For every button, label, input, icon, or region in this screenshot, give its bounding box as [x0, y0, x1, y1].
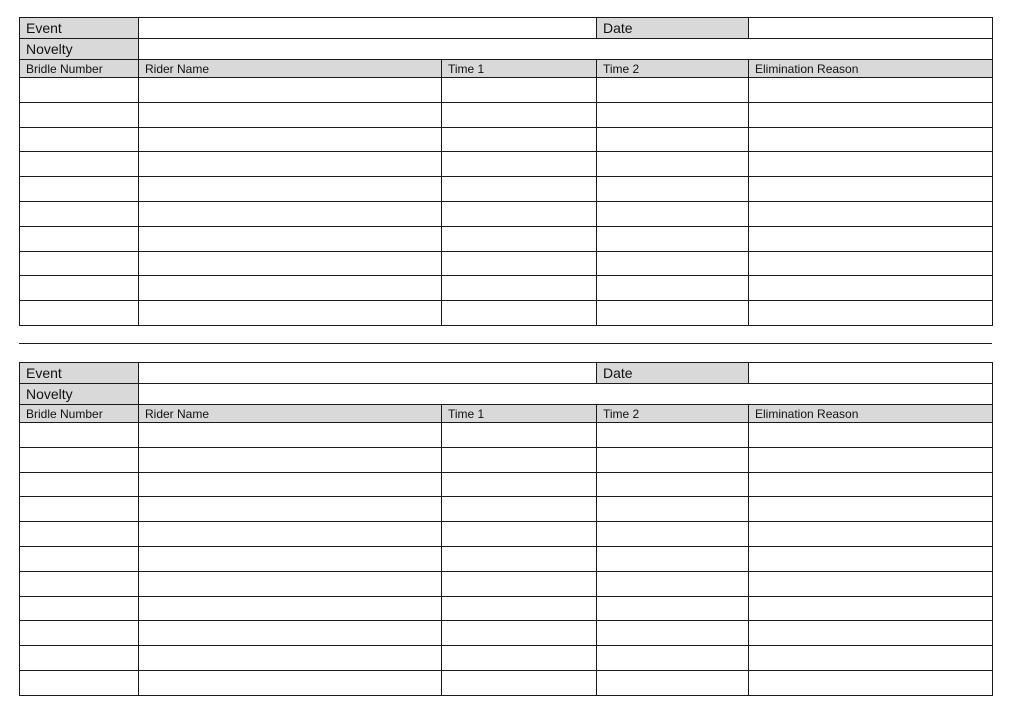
header-rider-name: Rider Name	[139, 60, 442, 78]
bridle-number-cell[interactable]	[20, 423, 139, 448]
rider-name-cell[interactable]	[139, 670, 442, 695]
table-row	[20, 472, 993, 497]
score-sheet-1	[19, 17, 993, 326]
event-label: Event	[20, 18, 139, 39]
time-1-cell[interactable]	[442, 596, 597, 621]
bridle-number-cell[interactable]	[20, 152, 139, 177]
elimination-reason-cell[interactable]	[749, 497, 993, 522]
table-row	[20, 276, 993, 301]
elimination-reason-cell[interactable]	[749, 201, 993, 226]
date-label: Date	[597, 363, 749, 384]
table-row	[20, 596, 993, 621]
header-time-2: Time 2	[597, 405, 749, 423]
time-1-cell[interactable]	[442, 226, 597, 251]
time-2-cell[interactable]	[597, 522, 749, 547]
rider-name-cell[interactable]	[139, 102, 442, 127]
elimination-reason-cell[interactable]	[749, 226, 993, 251]
table-row	[20, 571, 993, 596]
time-2-cell[interactable]	[597, 571, 749, 596]
rider-name-cell[interactable]	[139, 127, 442, 152]
table-row	[20, 127, 993, 152]
time-2-cell[interactable]	[597, 596, 749, 621]
table-row	[20, 522, 993, 547]
elimination-reason-cell[interactable]	[749, 423, 993, 448]
time-1-cell[interactable]	[442, 177, 597, 202]
time-1-cell[interactable]	[442, 201, 597, 226]
table-row	[20, 301, 993, 326]
elimination-reason-cell[interactable]	[749, 177, 993, 202]
bridle-number-cell[interactable]	[20, 621, 139, 646]
time-2-cell[interactable]	[597, 497, 749, 522]
event-field[interactable]	[139, 18, 597, 39]
rider-name-cell[interactable]	[139, 226, 442, 251]
novelty-label: Novelty	[20, 39, 139, 60]
elimination-reason-cell[interactable]	[749, 621, 993, 646]
table-row	[20, 497, 993, 522]
bridle-number-cell[interactable]	[20, 102, 139, 127]
table-row	[20, 226, 993, 251]
event-field[interactable]	[139, 363, 597, 384]
bridle-number-cell[interactable]	[20, 646, 139, 671]
table-row	[20, 78, 993, 103]
bridle-number-cell[interactable]	[20, 447, 139, 472]
elimination-reason-cell[interactable]	[749, 522, 993, 547]
event-label: Event	[20, 363, 139, 384]
time-1-cell[interactable]	[442, 621, 597, 646]
date-field[interactable]	[749, 363, 993, 384]
header-time-1: Time 1	[442, 405, 597, 423]
table-row	[20, 621, 993, 646]
bridle-number-cell[interactable]	[20, 571, 139, 596]
time-2-cell[interactable]	[597, 251, 749, 276]
bridle-number-cell[interactable]	[20, 177, 139, 202]
bridle-number-cell[interactable]	[20, 497, 139, 522]
rider-name-cell[interactable]	[139, 472, 442, 497]
time-2-cell[interactable]	[597, 472, 749, 497]
time-2-cell[interactable]	[597, 102, 749, 127]
rider-name-cell[interactable]	[139, 201, 442, 226]
rider-name-cell[interactable]	[139, 522, 442, 547]
table-row	[20, 670, 993, 695]
time-1-cell[interactable]	[442, 152, 597, 177]
elimination-reason-cell[interactable]	[749, 78, 993, 103]
rider-name-cell[interactable]	[139, 447, 442, 472]
rider-name-cell[interactable]	[139, 276, 442, 301]
rider-name-cell[interactable]	[139, 621, 442, 646]
table-row	[20, 646, 993, 671]
rider-name-cell[interactable]	[139, 301, 442, 326]
time-1-cell[interactable]	[442, 522, 597, 547]
table-row	[20, 251, 993, 276]
table-row	[20, 152, 993, 177]
elimination-reason-cell[interactable]	[749, 596, 993, 621]
sheet-divider	[19, 343, 992, 344]
bridle-number-cell[interactable]	[20, 472, 139, 497]
time-2-cell[interactable]	[597, 646, 749, 671]
bridle-number-cell[interactable]	[20, 127, 139, 152]
elimination-reason-cell[interactable]	[749, 301, 993, 326]
header-time-2: Time 2	[597, 60, 749, 78]
time-1-cell[interactable]	[442, 472, 597, 497]
elimination-reason-cell[interactable]	[749, 447, 993, 472]
time-1-cell[interactable]	[442, 127, 597, 152]
time-2-cell[interactable]	[597, 670, 749, 695]
bridle-number-cell[interactable]	[20, 276, 139, 301]
time-1-cell[interactable]	[442, 546, 597, 571]
header-rider-name: Rider Name	[139, 405, 442, 423]
rider-name-cell[interactable]	[139, 596, 442, 621]
date-field[interactable]	[749, 18, 993, 39]
rider-name-cell[interactable]	[139, 546, 442, 571]
bridle-number-cell[interactable]	[20, 546, 139, 571]
table-row	[20, 201, 993, 226]
time-2-cell[interactable]	[597, 152, 749, 177]
table-row	[20, 546, 993, 571]
novelty-field[interactable]	[139, 384, 993, 405]
bridle-number-cell[interactable]	[20, 596, 139, 621]
table-row	[20, 447, 993, 472]
time-1-cell[interactable]	[442, 670, 597, 695]
elimination-reason-cell[interactable]	[749, 472, 993, 497]
elimination-reason-cell[interactable]	[749, 102, 993, 127]
rider-name-cell[interactable]	[139, 251, 442, 276]
rider-name-cell[interactable]	[139, 78, 442, 103]
bridle-number-cell[interactable]	[20, 226, 139, 251]
elimination-reason-cell[interactable]	[749, 670, 993, 695]
bridle-number-cell[interactable]	[20, 78, 139, 103]
elimination-reason-cell[interactable]	[749, 152, 993, 177]
time-1-cell[interactable]	[442, 251, 597, 276]
time-1-cell[interactable]	[442, 646, 597, 671]
table-row	[20, 423, 993, 448]
bridle-number-cell[interactable]	[20, 522, 139, 547]
header-elimination-reason: Elimination Reason	[749, 405, 993, 423]
time-1-cell[interactable]	[442, 102, 597, 127]
date-label: Date	[597, 18, 749, 39]
header-bridle-number: Bridle Number	[20, 60, 139, 78]
rider-name-cell[interactable]	[139, 571, 442, 596]
header-bridle-number: Bridle Number	[20, 405, 139, 423]
elimination-reason-cell[interactable]	[749, 571, 993, 596]
novelty-label: Novelty	[20, 384, 139, 405]
bridle-number-cell[interactable]	[20, 251, 139, 276]
time-1-cell[interactable]	[442, 571, 597, 596]
novelty-field[interactable]	[139, 39, 993, 60]
rider-name-cell[interactable]	[139, 646, 442, 671]
time-2-cell[interactable]	[597, 276, 749, 301]
time-1-cell[interactable]	[442, 276, 597, 301]
time-2-cell[interactable]	[597, 226, 749, 251]
rider-name-cell[interactable]	[139, 152, 442, 177]
elimination-reason-cell[interactable]	[749, 646, 993, 671]
time-2-cell[interactable]	[597, 546, 749, 571]
time-1-cell[interactable]	[442, 497, 597, 522]
time-2-cell[interactable]	[597, 201, 749, 226]
time-1-cell[interactable]	[442, 78, 597, 103]
elimination-reason-cell[interactable]	[749, 546, 993, 571]
rider-name-cell[interactable]	[139, 497, 442, 522]
bridle-number-cell[interactable]	[20, 201, 139, 226]
time-2-cell[interactable]	[597, 621, 749, 646]
column-header-row	[20, 405, 993, 423]
table-row	[20, 102, 993, 127]
rider-name-cell[interactable]	[139, 423, 442, 448]
bridle-number-cell[interactable]	[20, 670, 139, 695]
header-elimination-reason: Elimination Reason	[749, 60, 993, 78]
time-2-cell[interactable]	[597, 78, 749, 103]
elimination-reason-cell[interactable]	[749, 276, 993, 301]
time-1-cell[interactable]	[442, 423, 597, 448]
elimination-reason-cell[interactable]	[749, 127, 993, 152]
time-2-cell[interactable]	[597, 127, 749, 152]
column-header-row	[20, 60, 993, 78]
score-sheet-2	[19, 362, 993, 696]
time-2-cell[interactable]	[597, 301, 749, 326]
header-time-1: Time 1	[442, 60, 597, 78]
time-2-cell[interactable]	[597, 423, 749, 448]
time-1-cell[interactable]	[442, 447, 597, 472]
elimination-reason-cell[interactable]	[749, 251, 993, 276]
rider-name-cell[interactable]	[139, 177, 442, 202]
table-row	[20, 177, 993, 202]
time-2-cell[interactable]	[597, 447, 749, 472]
time-1-cell[interactable]	[442, 301, 597, 326]
bridle-number-cell[interactable]	[20, 301, 139, 326]
time-2-cell[interactable]	[597, 177, 749, 202]
